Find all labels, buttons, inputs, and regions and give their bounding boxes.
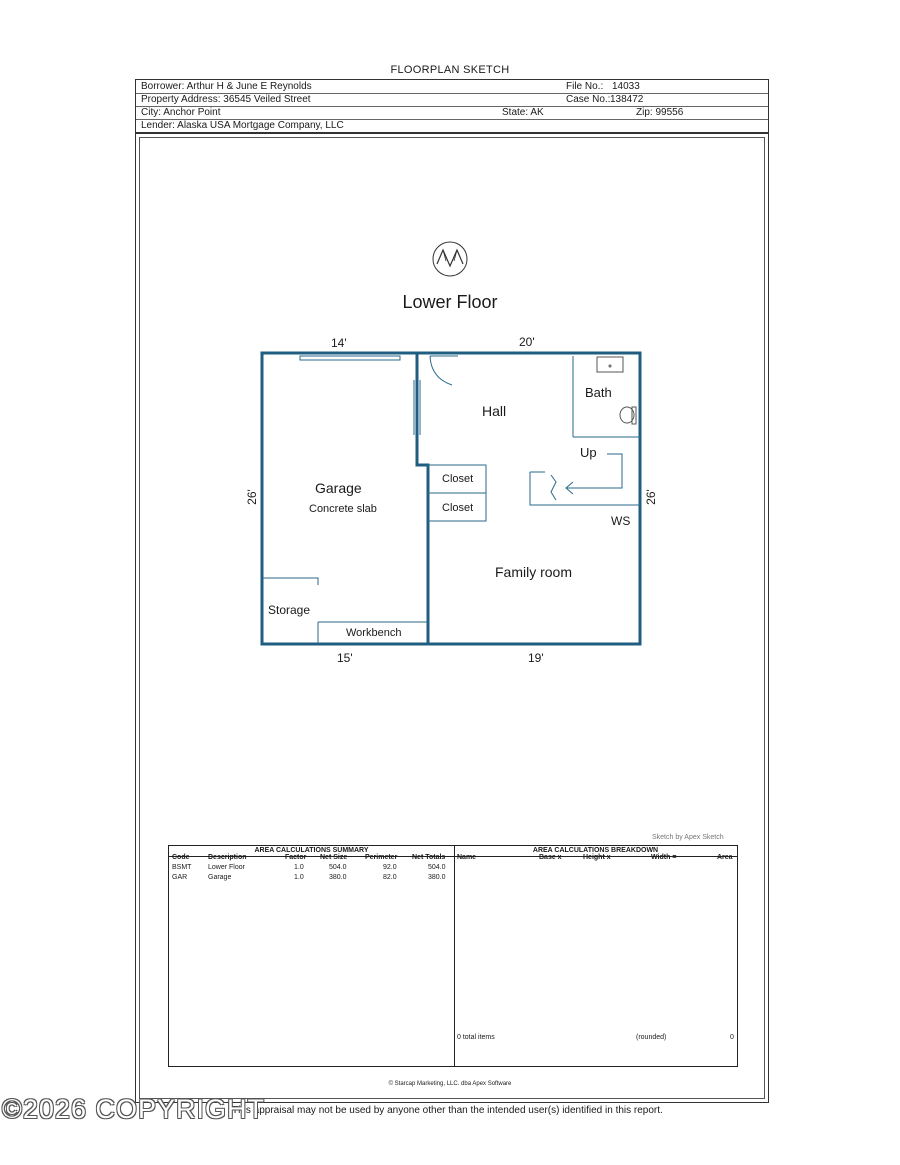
summary-header-code: Code bbox=[172, 854, 190, 861]
borrower: Borrower: Arthur H & June E Reynolds bbox=[141, 81, 312, 92]
header-row-borrower bbox=[136, 80, 768, 94]
summary-header-net-size: Net Size bbox=[320, 854, 348, 861]
summary-row-1-net-size: 504.0 bbox=[329, 864, 347, 871]
room-hall: Hall bbox=[482, 403, 507, 419]
dim-top-right: 20' bbox=[519, 335, 535, 349]
dim-top-left: 14' bbox=[331, 336, 347, 350]
breakdown-header-width: Width = bbox=[651, 854, 677, 861]
area-breakdown-panel bbox=[454, 846, 737, 1066]
case-no: 138472 bbox=[610, 94, 644, 105]
summary-row-2-factor: 1.0 bbox=[294, 874, 304, 881]
breakdown-header-height: Height x bbox=[583, 854, 611, 861]
area-summary-title: AREA CALCULATIONS SUMMARY bbox=[254, 847, 369, 854]
header-row-lender bbox=[136, 119, 768, 132]
breakdown-header-area: Area bbox=[717, 854, 733, 861]
room-family-room: Family room bbox=[495, 564, 573, 580]
summary-row-2-description: Garage bbox=[208, 874, 232, 881]
zip: Zip: 99556 bbox=[636, 107, 684, 118]
area-breakdown-title: AREA CALCULATIONS BREAKDOWN bbox=[532, 847, 659, 854]
dim-left: 26' bbox=[244, 489, 259, 505]
stair-up-label: Up bbox=[580, 445, 597, 460]
room-workbench: Workbench bbox=[346, 627, 402, 639]
summary-row-2-perimeter: 82.0 bbox=[383, 874, 397, 881]
summary-row-1-code: BSMT bbox=[172, 864, 192, 871]
summary-row-1-factor: 1.0 bbox=[294, 864, 304, 871]
breakdown-rounded: (rounded) bbox=[636, 1034, 667, 1041]
summary-row-1-perimeter: 92.0 bbox=[383, 864, 397, 871]
summary-row-2-net-size: 380.0 bbox=[329, 874, 347, 881]
header-row-city bbox=[136, 106, 768, 120]
header-row-address bbox=[136, 93, 768, 107]
summary-header-perimeter: Perimeter bbox=[365, 854, 398, 861]
breakdown-header-name: Name bbox=[457, 854, 477, 861]
dim-right: 26' bbox=[643, 489, 658, 505]
copyright-watermark: ©2026 COPYRIGHT bbox=[2, 1094, 265, 1124]
breakdown-total-area: 0 bbox=[730, 1034, 734, 1041]
floor-title: Lower Floor bbox=[402, 292, 498, 312]
summary-row-2-net-totals: 380.0 bbox=[428, 874, 446, 881]
header-info-box bbox=[135, 79, 769, 133]
room-closet-2: Closet bbox=[442, 502, 474, 514]
area-calculations-box bbox=[168, 845, 738, 1067]
summary-header-net-totals: Net Totals bbox=[412, 854, 446, 861]
room-closet-1: Closet bbox=[442, 473, 474, 485]
file-no: 14033 bbox=[612, 81, 640, 92]
dim-bottom-left: 15' bbox=[337, 651, 353, 665]
summary-row-1-description: Lower Floor bbox=[208, 864, 245, 871]
lender: Lender: Alaska USA Mortgage Company, LLC bbox=[141, 120, 344, 131]
property-address: Property Address: 36545 Veiled Street bbox=[141, 94, 311, 105]
summary-row-2-code: GAR bbox=[172, 874, 188, 881]
summary-row-1-net-totals: 504.0 bbox=[428, 864, 446, 871]
room-garage: Garage bbox=[315, 480, 362, 496]
state: State: AK bbox=[502, 107, 544, 118]
starcap-credit: © Starcap Marketing, LLC. dba Apex Software bbox=[388, 1081, 512, 1087]
file-no-label: File No.: bbox=[566, 81, 604, 92]
breakdown-total-items: 0 total items bbox=[457, 1034, 495, 1041]
dim-bottom-right: 19' bbox=[528, 651, 544, 665]
case-no-label: Case No.: bbox=[566, 94, 611, 105]
apex-credit: Sketch by Apex Sketch bbox=[652, 834, 724, 841]
city: City: Anchor Point bbox=[141, 107, 221, 118]
disclaimer: This appraisal may not be used by anyone other than the intended user(s) identified in this report. bbox=[232, 1105, 663, 1116]
room-garage-note: Concrete slab bbox=[309, 503, 377, 515]
ws-label: WS bbox=[611, 514, 631, 528]
summary-header-description: Description bbox=[208, 854, 247, 861]
room-storage: Storage bbox=[268, 603, 311, 617]
document-title: FLOORPLAN SKETCH bbox=[390, 64, 510, 76]
area-summary-panel bbox=[169, 846, 455, 1066]
breakdown-header-base: Base x bbox=[539, 854, 562, 861]
summary-header-factor: Factor bbox=[285, 854, 307, 861]
room-bath: Bath bbox=[585, 385, 612, 400]
north-arrow-icon bbox=[428, 239, 472, 279]
